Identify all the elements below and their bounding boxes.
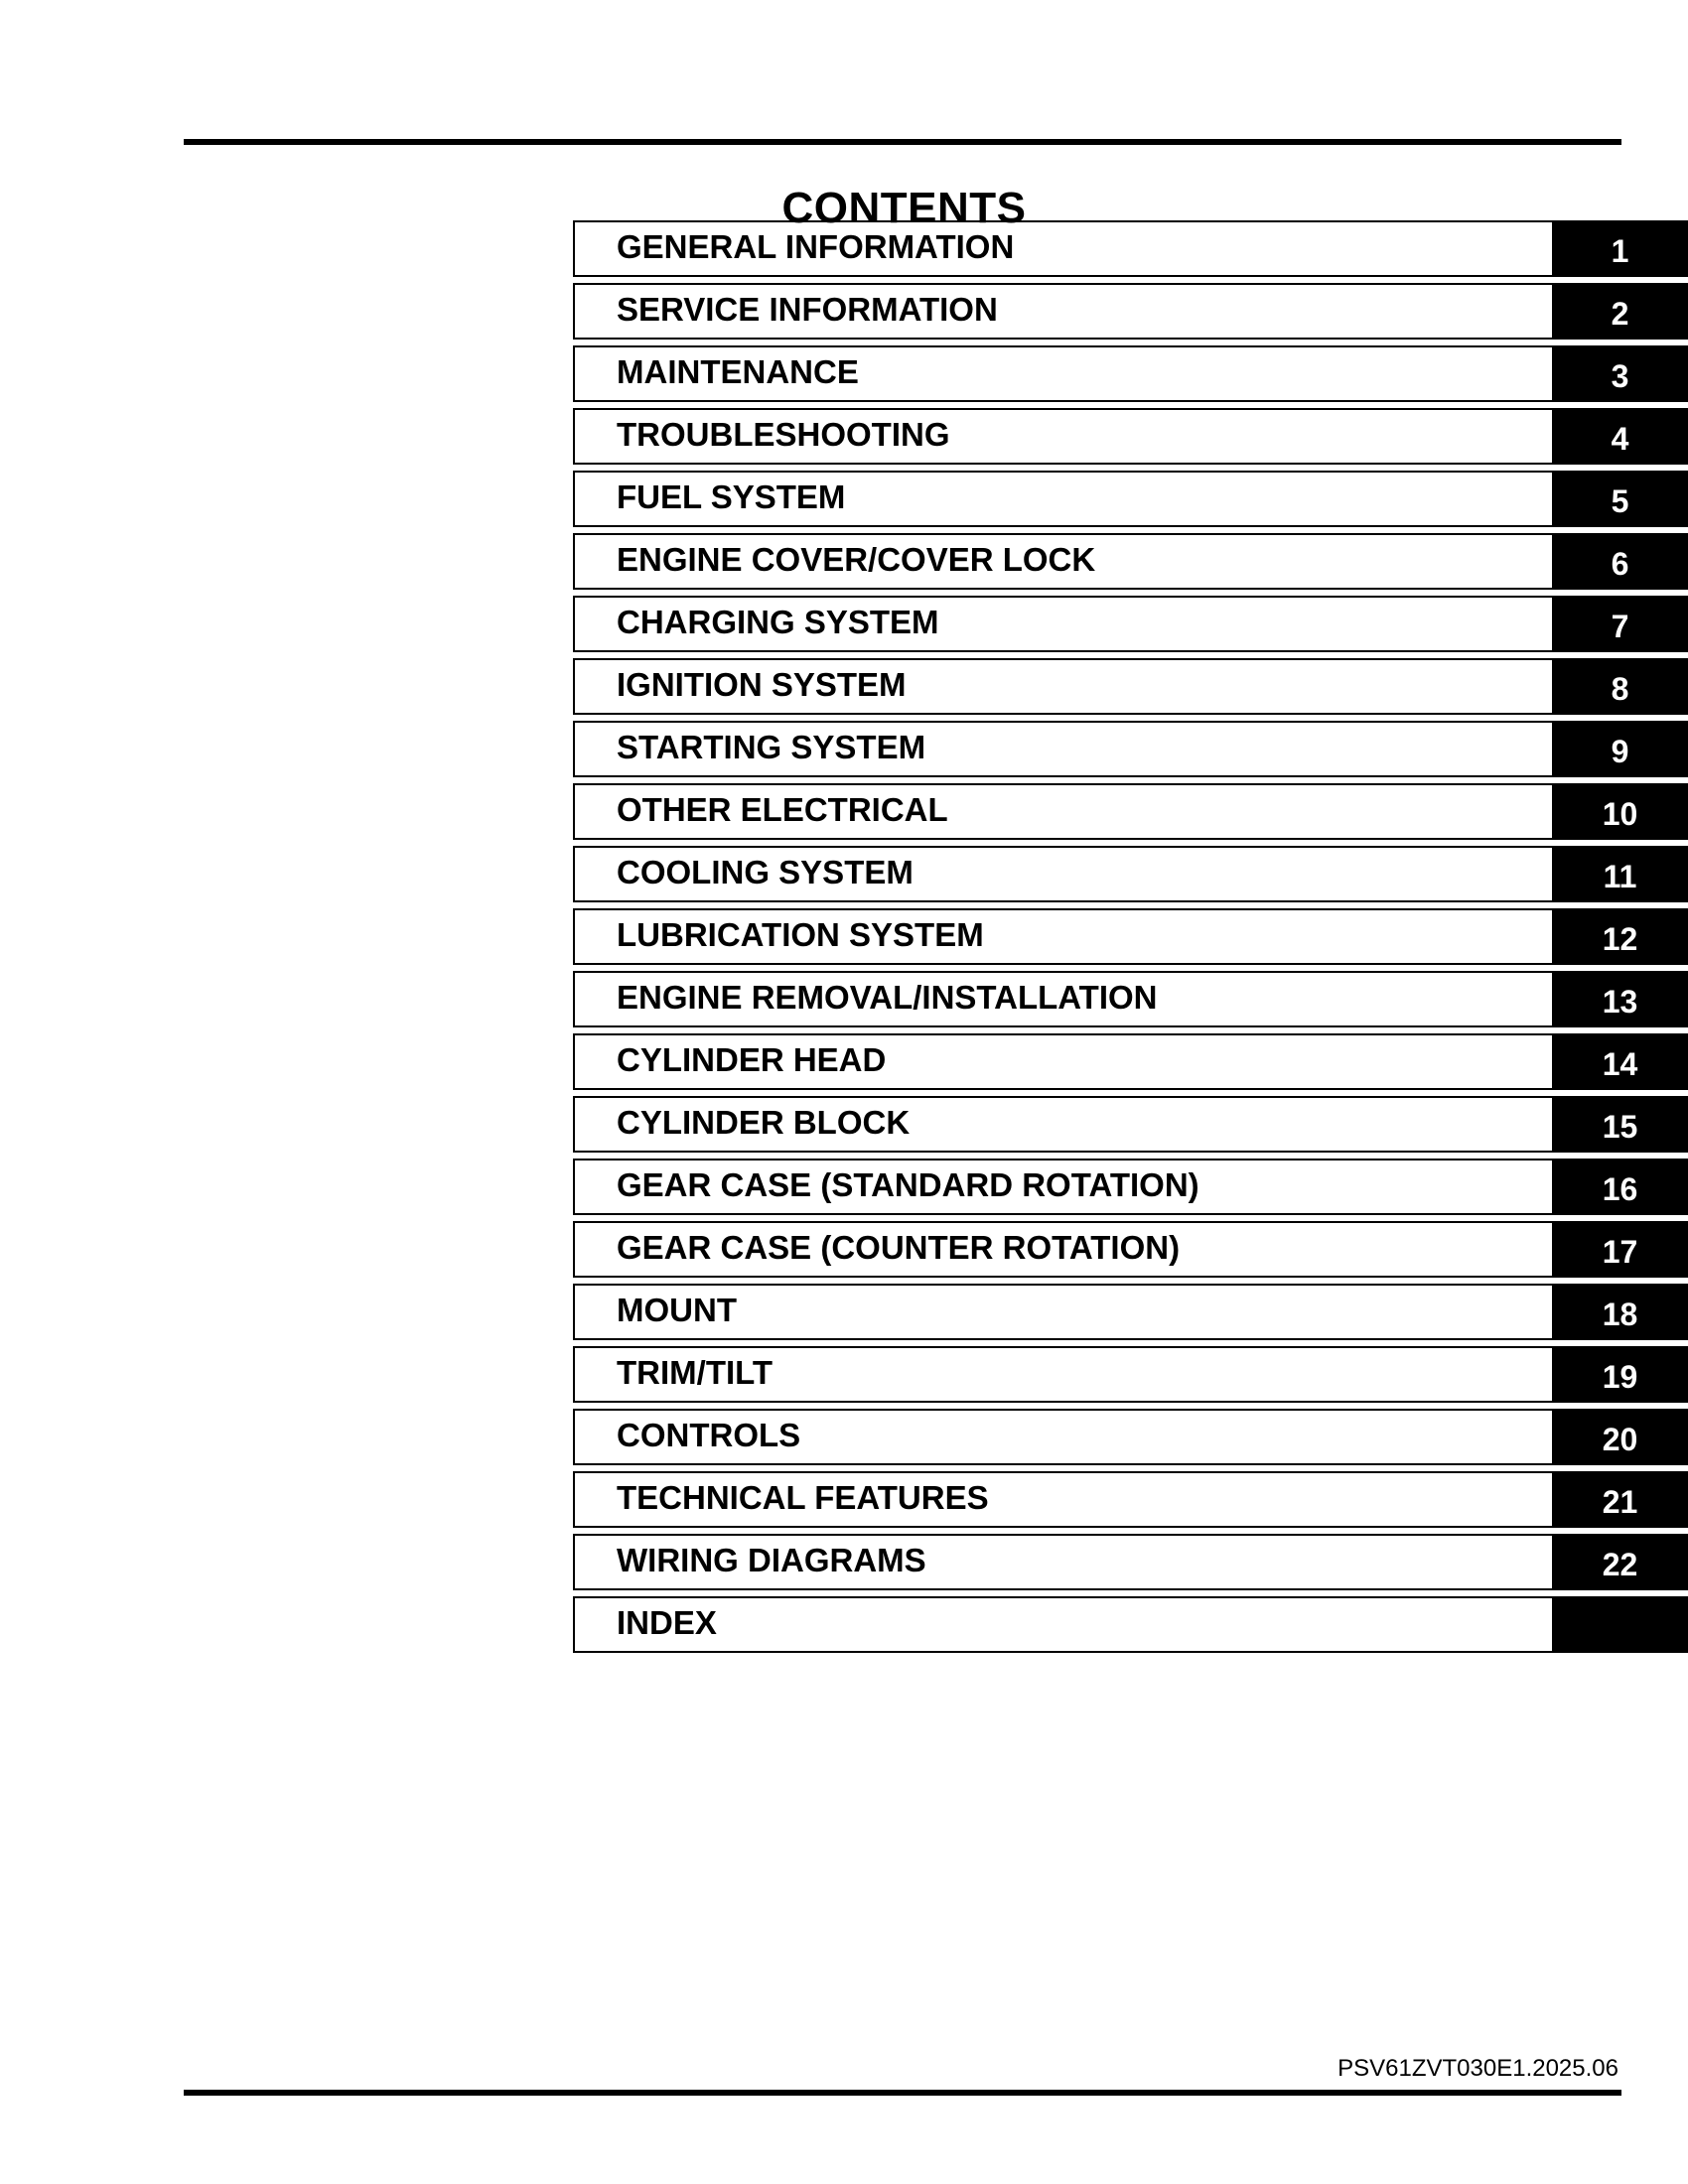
section-tab[interactable]: 11 [1552, 846, 1688, 902]
toc-entry-label: SERVICE INFORMATION [573, 283, 1552, 340]
toc-entry[interactable] [573, 1534, 1688, 1590]
toc-entry-label: OTHER ELECTRICAL [573, 783, 1552, 840]
toc-entry-label: TRIM/TILT [573, 1346, 1552, 1403]
document-code: PSV61ZVT030E1.2025.06 [1337, 2055, 1618, 2082]
bottom-rule [184, 2090, 1621, 2096]
section-tab[interactable]: 6 [1552, 533, 1688, 590]
toc-entry[interactable] [573, 345, 1688, 402]
section-tab[interactable]: 7 [1552, 596, 1688, 652]
toc-entry-label: GENERAL INFORMATION [573, 220, 1552, 277]
section-tab[interactable]: 9 [1552, 721, 1688, 777]
toc-entry[interactable] [573, 283, 1688, 340]
toc-entry-label: COOLING SYSTEM [573, 846, 1552, 902]
toc-entry-label: TROUBLESHOOTING [573, 408, 1552, 465]
section-tab[interactable] [1552, 1596, 1688, 1653]
toc-entry[interactable] [573, 658, 1688, 715]
section-tab[interactable]: 5 [1552, 471, 1688, 527]
toc-entry-label: IGNITION SYSTEM [573, 658, 1552, 715]
section-tab[interactable]: 1 [1552, 220, 1688, 277]
toc-entry[interactable] [573, 846, 1688, 902]
toc-entry[interactable] [573, 1346, 1688, 1403]
toc-entry-label: TECHNICAL FEATURES [573, 1471, 1552, 1528]
toc-entry[interactable] [573, 1033, 1688, 1090]
page-title: CONTENTS [781, 184, 1027, 233]
section-tab[interactable]: 17 [1552, 1221, 1688, 1278]
toc-entry-label: ENGINE REMOVAL/INSTALLATION [573, 971, 1552, 1027]
toc-entry[interactable] [573, 1221, 1688, 1278]
toc-entry-label: MAINTENANCE [573, 345, 1552, 402]
toc-entry-label: INDEX [573, 1596, 1552, 1653]
toc-entry-label: CYLINDER HEAD [573, 1033, 1552, 1090]
section-tab[interactable]: 19 [1552, 1346, 1688, 1403]
toc-entry[interactable] [573, 220, 1688, 277]
toc-entry-label: WIRING DIAGRAMS [573, 1534, 1552, 1590]
toc-entry-label: CONTROLS [573, 1409, 1552, 1465]
toc-entry-label: LUBRICATION SYSTEM [573, 908, 1552, 965]
toc-entry-label: STARTING SYSTEM [573, 721, 1552, 777]
toc-entry-label: MOUNT [573, 1284, 1552, 1340]
section-tab[interactable]: 20 [1552, 1409, 1688, 1465]
section-tab[interactable]: 15 [1552, 1096, 1688, 1153]
top-rule [184, 139, 1621, 145]
section-tab[interactable]: 21 [1552, 1471, 1688, 1528]
toc-entry[interactable] [573, 533, 1688, 590]
toc-entry[interactable] [573, 1159, 1688, 1215]
toc-list [573, 220, 1688, 1659]
toc-entry[interactable] [573, 1409, 1688, 1465]
toc-entry-label: CYLINDER BLOCK [573, 1096, 1552, 1153]
toc-entry[interactable] [573, 1471, 1688, 1528]
section-tab[interactable]: 8 [1552, 658, 1688, 715]
toc-entry[interactable] [573, 471, 1688, 527]
toc-entry[interactable] [573, 596, 1688, 652]
section-tab[interactable]: 13 [1552, 971, 1688, 1027]
toc-entry[interactable] [573, 1284, 1688, 1340]
toc-entry[interactable] [573, 908, 1688, 965]
section-tab[interactable]: 3 [1552, 345, 1688, 402]
section-tab[interactable]: 14 [1552, 1033, 1688, 1090]
toc-entry-label: GEAR CASE (COUNTER ROTATION) [573, 1221, 1552, 1278]
toc-entry[interactable] [573, 408, 1688, 465]
toc-entry-label: ENGINE COVER/COVER LOCK [573, 533, 1552, 590]
toc-entry[interactable] [573, 971, 1688, 1027]
toc-entry-label: GEAR CASE (STANDARD ROTATION) [573, 1159, 1552, 1215]
toc-entry-label: FUEL SYSTEM [573, 471, 1552, 527]
section-tab[interactable]: 18 [1552, 1284, 1688, 1340]
section-tab[interactable]: 12 [1552, 908, 1688, 965]
section-tab[interactable]: 16 [1552, 1159, 1688, 1215]
section-tab[interactable]: 4 [1552, 408, 1688, 465]
toc-entry[interactable] [573, 783, 1688, 840]
toc-entry-label: CHARGING SYSTEM [573, 596, 1552, 652]
section-tab[interactable]: 2 [1552, 283, 1688, 340]
toc-entry[interactable] [573, 721, 1688, 777]
toc-entry[interactable] [573, 1096, 1688, 1153]
section-tab[interactable]: 10 [1552, 783, 1688, 840]
toc-entry[interactable] [573, 1596, 1688, 1653]
section-tab[interactable]: 22 [1552, 1534, 1688, 1590]
